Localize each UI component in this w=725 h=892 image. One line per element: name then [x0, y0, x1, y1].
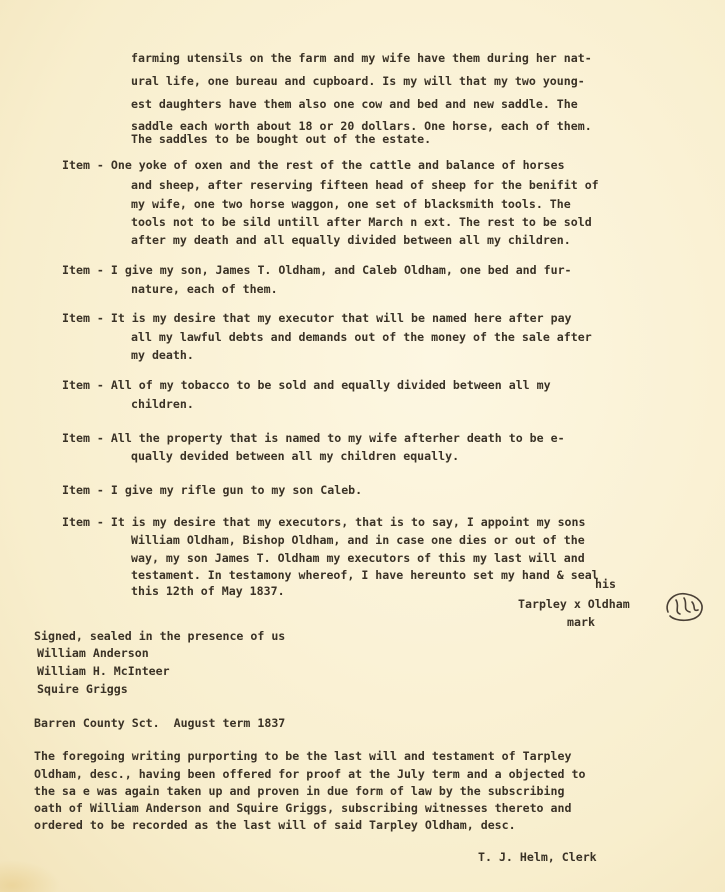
text-line: this 12th of May 1837. — [131, 584, 285, 598]
seal-scribble-icon — [662, 586, 708, 626]
text-line: saddle each worth about 18 or 20 dollars. One horse, each of them. — [131, 119, 592, 133]
text-line: my death. — [131, 348, 194, 362]
text-line: way, my son James T. Oldham my executors of this my last will and — [131, 551, 585, 565]
text-line: children. — [131, 397, 194, 411]
text-line: tools not to be sild untill after March n ext. The rest to be sold — [131, 215, 592, 229]
paper-stain — [0, 860, 60, 892]
text-line: ural life, one bureau and cupboard. Is my will that my two young- — [131, 74, 585, 88]
court-text-line: ordered to be recorded as the last will of said Tarpley Oldham, desc. — [34, 818, 516, 832]
witness-name: William Anderson — [37, 646, 149, 660]
text-line: William Oldham, Bishop Oldham, and in case one dies or out of the — [131, 533, 585, 547]
court-heading: Barren County Sct. August term 1837 — [34, 716, 286, 730]
witness-name: William H. McInteer — [37, 664, 170, 678]
item-line: Item - It is my desire that my executor that will be named here after pay — [62, 311, 572, 325]
item-line: Item - One yoke of oxen and the rest of the cattle and balance of horses — [62, 158, 565, 172]
text-line: est daughters have them also one cow and bed and new saddle. The — [131, 97, 578, 111]
text-line: The saddles to be bought out of the estate. — [131, 132, 432, 146]
mark-label: mark — [567, 615, 595, 629]
court-text-line: Oldham, desc., having been offered for proof at the July term and a objected to — [34, 767, 586, 781]
text-line: nature, each of them. — [131, 282, 278, 296]
his-label: his — [595, 577, 616, 591]
text-line: all my lawful debts and demands out of the money of the sale after — [131, 330, 592, 344]
item-line: Item - I give my son, James T. Oldham, and Caleb Oldham, one bed and fur- — [62, 263, 572, 277]
text-line: my wife, one two horse waggon, one set of blacksmith tools. The — [131, 197, 571, 211]
testator-signature: Tarpley x Oldham — [518, 597, 630, 611]
witness-heading: Signed, sealed in the presence of us — [34, 629, 286, 643]
court-text-line: oath of William Anderson and Squire Griggs, subscribing witnesses thereto and — [34, 801, 572, 815]
text-line: and sheep, after reserving fifteen head of sheep for the benifit of — [131, 178, 599, 192]
court-text-line: the sa e was again taken up and proven in due form of law by the subscribing — [34, 784, 565, 798]
text-line: testament. In testamony whereof, I have hereunto set my hand & seal — [131, 568, 599, 582]
item-line: Item - It is my desire that my executors, that is to say, I appoint my sons — [62, 515, 586, 529]
text-line: farming utensils on the farm and my wife have them during her nat- — [131, 51, 592, 65]
clerk-signature: T. J. Helm, Clerk — [478, 850, 597, 864]
witness-name: Squire Griggs — [37, 682, 128, 696]
item-line: Item - All of my tobacco to be sold and equally divided between all my — [62, 378, 551, 392]
court-text-line: The foregoing writing purporting to be the last will and testament of Tarpley — [34, 749, 572, 763]
text-line: qually devided between all my children equally. — [131, 449, 460, 463]
item-line: Item - All the property that is named to my wife afterher death to be e- — [62, 431, 565, 445]
item-line: Item - I give my rifle gun to my son Caleb. — [62, 483, 363, 497]
text-line: after my death and all equally divided between all my children. — [131, 233, 571, 247]
